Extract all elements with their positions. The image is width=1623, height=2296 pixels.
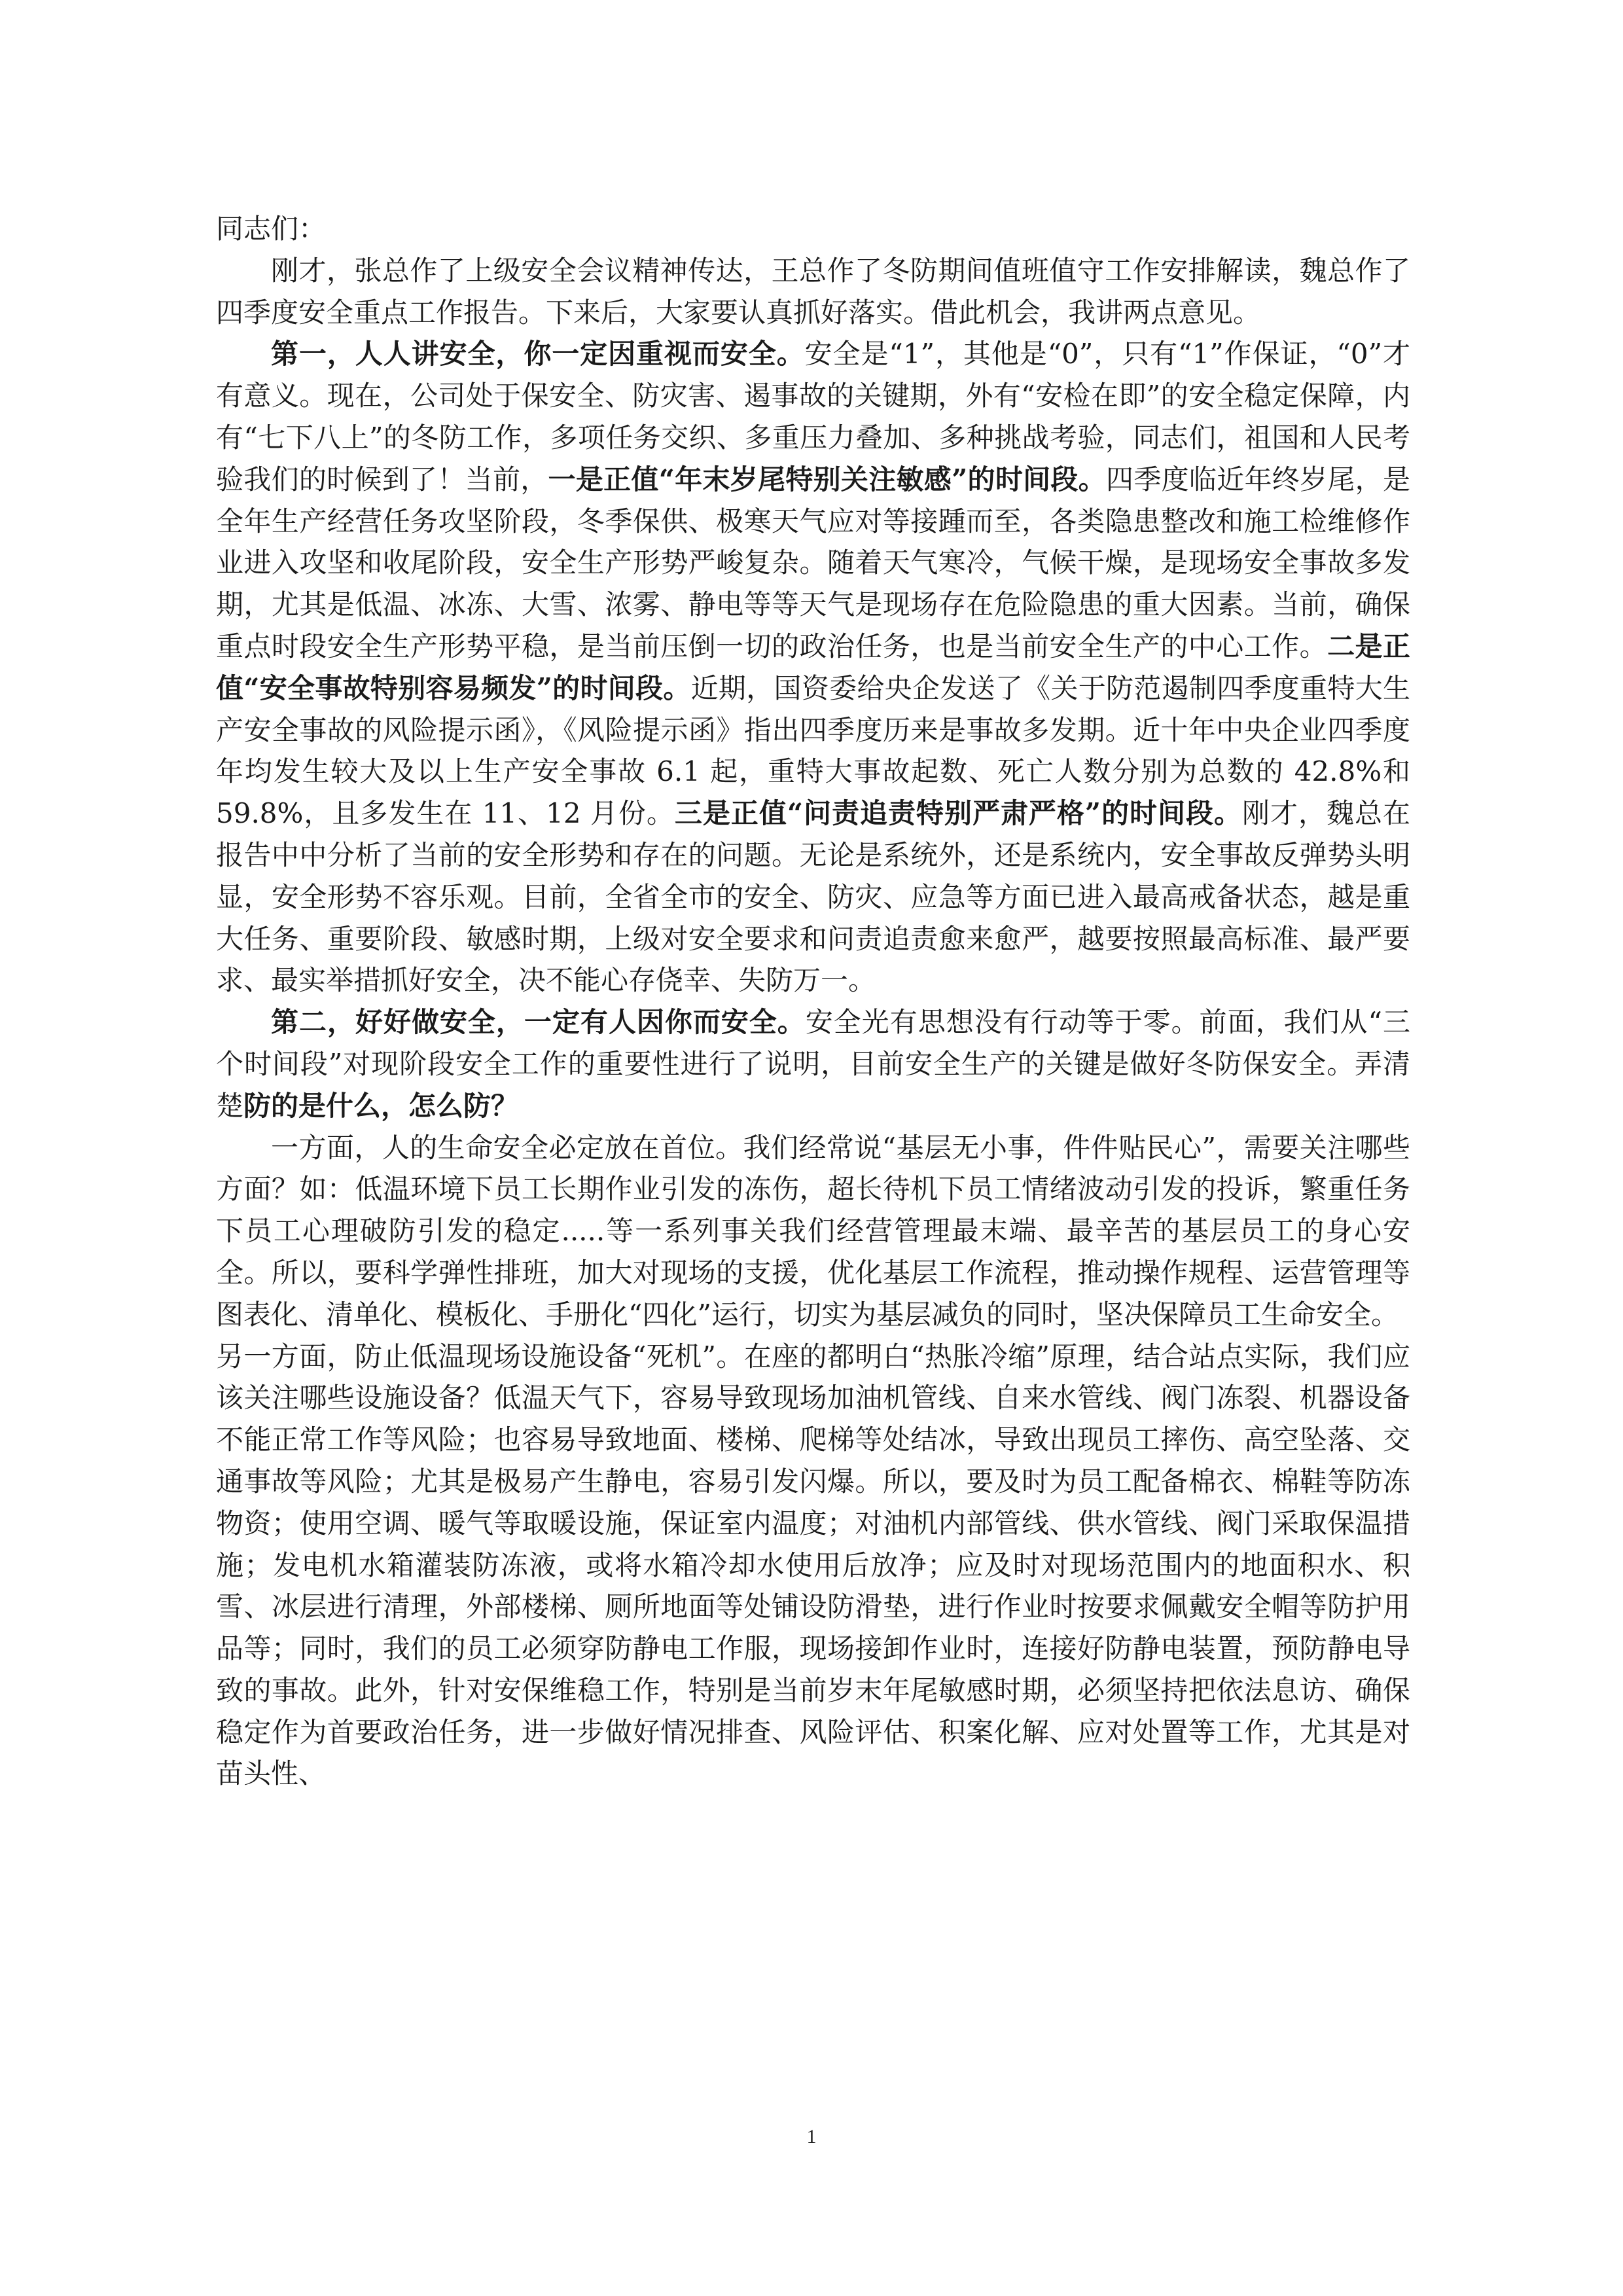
point-one-text: 四季度临近年终岁尾，是全年生产经营任务攻坚阶段，冬季保供、极寒天气应对等接踵而至，各类隐患整改和施工检维修作业进入攻坚和收尾阶段，安全生产形势严峻复杂。随着天气寒冷，气候干燥，是现场安全事故多发期，尤其是低温、冰冻、大雪、浓雾、静电等等天气是现场存在危险隐患的重大因素。当前，确保重点时段安全生产形势平稳，是当前压倒一切的政治任务，也是当前安全生产的中心工作。 xyxy=(216,463,1410,662)
section-two-paragraph xyxy=(216,1001,1410,1126)
point-three-heading: 三是正值“问责追责特别严肃严格”的时间段。 xyxy=(674,797,1243,830)
section-two-text: 安全光有思想没有行动等于零。前面，我们从“三个时间段”对现阶段安全工作的重要性进行了说明，目前安全生产的关键是做好冬防保安全。弄清楚 xyxy=(216,1006,1410,1122)
section-two-heading: 第二，好好做安全，一定有人因你而安全。 xyxy=(271,1006,806,1039)
section-two-question: 防的是什么，怎么防？ xyxy=(243,1089,519,1122)
point-two-text: 近期，国资委给央企发送了《关于防范遏制四季度重特大生产安全事故的风险提示函》，《风险提示函》指出四季度历来是事故多发期。近十年中央企业四季度年均发生较大及以上生产安全事故 6.1 起，重特大事故起数、死亡人数分别为总数的 42.8%和 59.8%，且多发生在 11、12 月份。 xyxy=(216,672,1410,830)
page-number: 1 xyxy=(806,2126,817,2147)
aspect-two-paragraph: 另一方面，防止低温现场设施设备“死机”。在座的都明白“热胀冷缩”原理，结合站点实际，我们应该关注哪些设施设备？低温天气下，容易导致现场加油机管线、自来水管线、阀门冻裂、机器设备不能正常工作等风险；也容易导致地面、楼梯、爬梯等处结冰，导致出现员工摔伤、高空坠落、交通事故等风险；尤其是极易产生静电，容易引发闪爆。所以，要及时为员工配备棉衣、棉鞋等防冻物资；使用空调、暖气等取暖设施，保证室内温度；对油机内部管线、供水管线、阀门采取保温措施；发电机水箱灌装防冻液，或将水箱冷却水使用后放净；应及时对现场范围内的地面积水、积雪、冰层进行清理，外部楼梯、厕所地面等处铺设防滑垫，进行作业时按要求佩戴安全帽等防护用品等；同时，我们的员工必须穿防静电工作服，现场接卸作业时，连接好防静电装置，预防静电导致的事故。此外，针对安保维稳工作，特别是当前岁末年尾敏感时期，必须坚持把依法息访、确保稳定作为首要政治任务，进一步做好情况排查、风险评估、积案化解、应对处置等工作，尤其是对苗头性、 xyxy=(216,1340,1410,1790)
point-three-text: 刚才，魏总在报告中中分析了当前的安全形势和存在的问题。无论是系统外，还是系统内，安全事故反弹势头明显，安全形势不容乐观。目前，全省全市的安全、防灾、应急等方面已进入最高戒备状态，越是重大任务、重要阶段、敏感时期，上级对安全要求和问责追责愈来愈严，越要按照最高标准、最严要求、最实举措抓好安全，决不能心存侥幸、失防万一。 xyxy=(216,797,1410,997)
salutation: 同志们： xyxy=(216,213,327,245)
document-body xyxy=(216,208,1410,1795)
section-one-text: 安全是“1”，其他是“0”，只有“1”作保证，“0”才有意义。现在，公司处于保安全、防灾害、遏事故的关键期，外有“安检在即”的安全稳定保障，内有“七下八上”的冬防工作，多项任务交织、多重压力叠加、多种挑战考验，同志们，祖国和人民考验我们的时候到了！当前， xyxy=(216,338,1410,495)
point-two-heading: 二是正值“安全事故特别容易频发”的时间段。 xyxy=(216,630,1410,704)
aspect-one-paragraph: 一方面，人的生命安全必定放在首位。我们经常说“基层无小事，件件贴民心”，需要关注哪些方面？如：低温环境下员工长期作业引发的冻伤，超长待机下员工情绪波动引发的投诉，繁重任务下员工心理破防引发的稳定.....等一系列事关我们经营管理最末端、最辛苦的基层员工的身心安全。所以，要科学弹性排班，加大对现场的支援，优化基层工作流程，推动操作规程、运营管理等图表化、清单化、模板化、手册化“四化”运行，切实为基层减负的同时，坚决保障员工生命安全。 xyxy=(216,1131,1410,1331)
intro-paragraph: 刚才，张总作了上级安全会议精神传达，王总作了冬防期间值班值守工作安排解读，魏总作了四季度安全重点工作报告。下来后，大家要认真抓好落实。借此机会，我讲两点意见。 xyxy=(216,254,1410,329)
point-one-heading: 一是正值“年末岁尾特别关注敏感”的时间段。 xyxy=(548,463,1107,495)
section-one-heading: 第一，人人讲安全，你一定因重视而安全。 xyxy=(271,338,805,370)
section-one-paragraph xyxy=(216,333,1410,1001)
